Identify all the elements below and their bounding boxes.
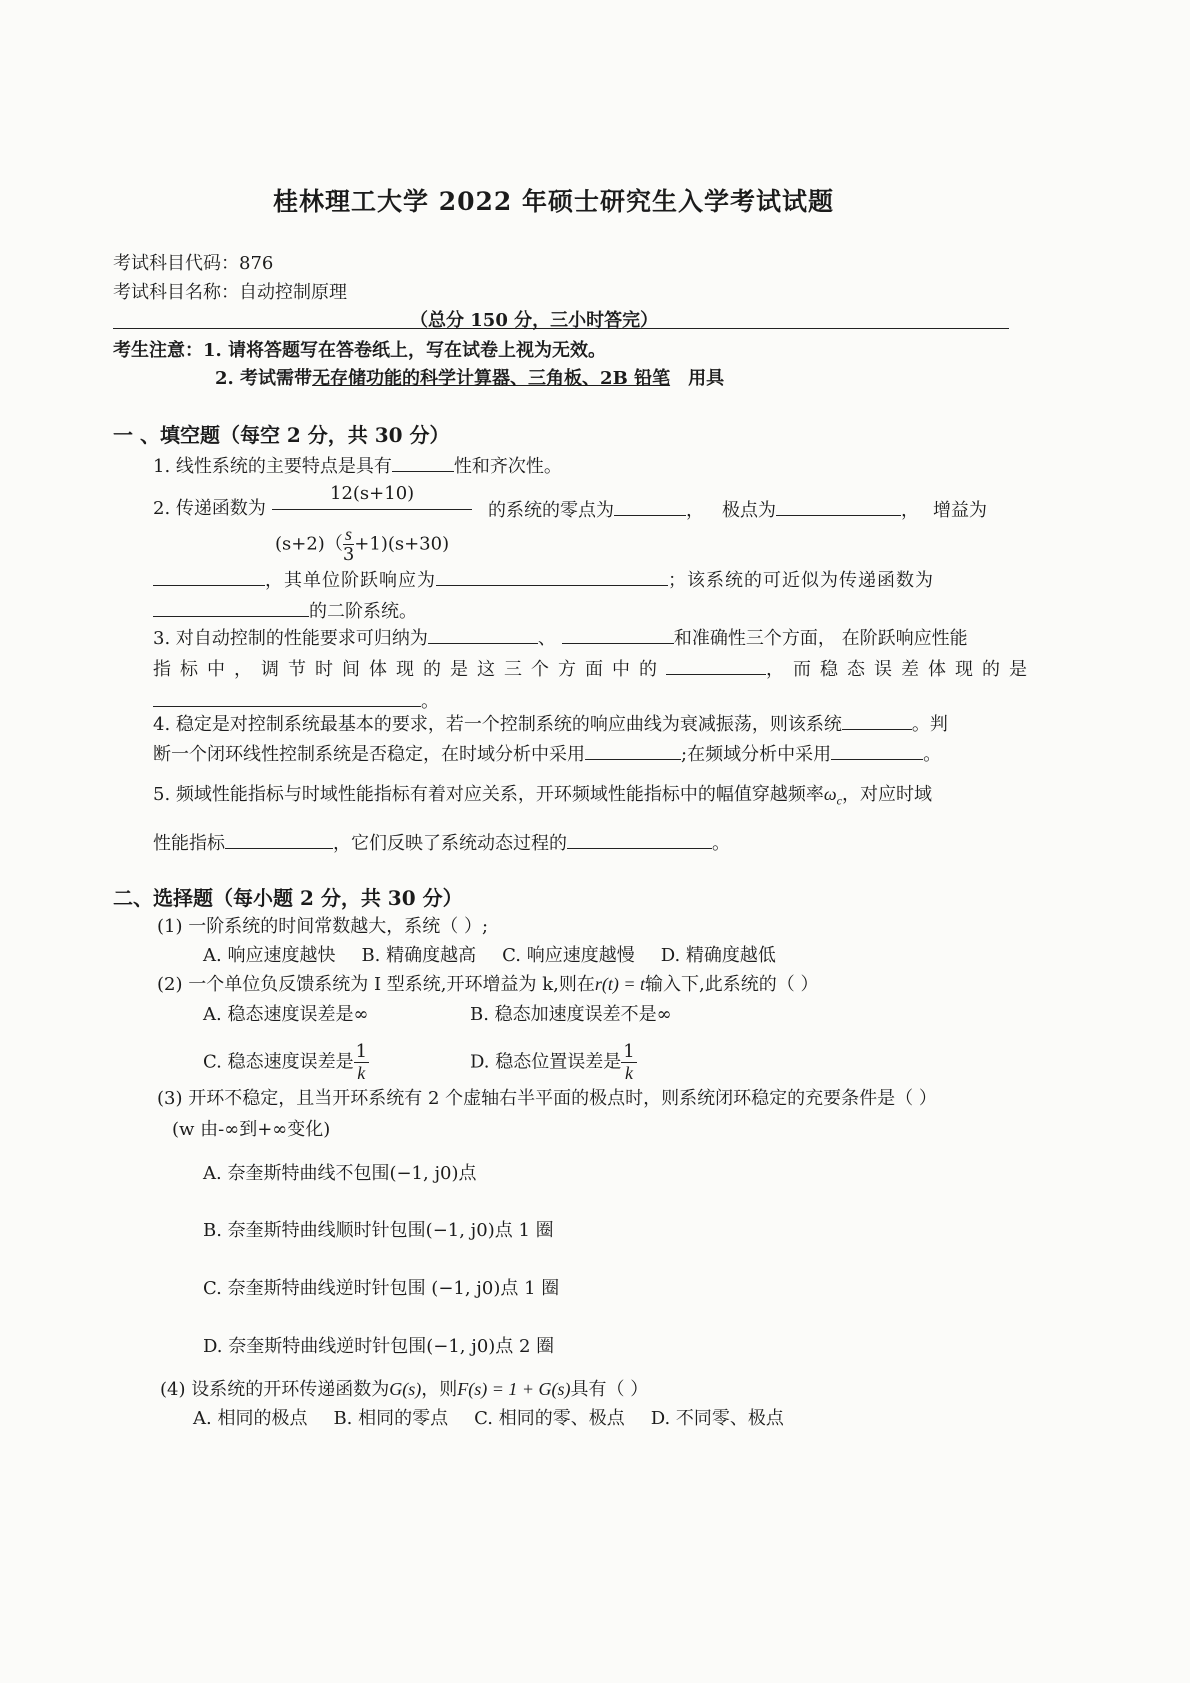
option-b: B. 精确度越高: [361, 945, 477, 966]
q3-text: ，而稳态误差体现的是: [766, 659, 1036, 680]
q4-text: 断一个闭环线性控制系统是否稳定，在时域分析中采用: [153, 744, 585, 765]
q3-text: 3. 对自动控制的性能要求可归纳为: [153, 628, 428, 649]
s2-q3-option-b: B. 奈奎斯特曲线顺时针包围(−1, j0)点 1 圈: [203, 1220, 554, 1241]
g-of-s: G(s): [389, 1379, 422, 1399]
notice-item-1: 1. 请将答题写在答卷纸上，写在试卷上视为无效。: [203, 340, 607, 361]
q4-text: 。判: [911, 714, 948, 735]
s1-q2-line1-rest: [488, 497, 987, 523]
step-response-text: ，其单位阶跃响应为: [265, 570, 436, 591]
s2-q4-options: [193, 1407, 784, 1431]
q4-stem-text: (4) 设系统的开环传递函数为: [160, 1379, 390, 1400]
header-divider: [113, 328, 1009, 329]
s1-q4-line2: [153, 741, 941, 767]
s2-q3-stem2: (w 由-∞到+∞变化): [172, 1119, 331, 1140]
q3-text: 指标中，调节时间体现的是这三个方面中的: [153, 659, 666, 680]
notice-line-1: [113, 339, 606, 363]
f-of-s: F(s) = 1 + G(s): [457, 1379, 571, 1399]
s1-q1-text-end: 性和齐次性。: [453, 456, 562, 477]
answer-blank: [428, 625, 538, 644]
answer-blank: [614, 497, 686, 516]
q2-input-math: r(t) = t: [594, 974, 645, 994]
option-a: A. 相同的极点: [193, 1408, 308, 1429]
notice-item-2-post: 用具: [688, 368, 725, 389]
s1-q2-numerator: 12(s+10): [330, 483, 415, 504]
s2-q1-options: [203, 944, 776, 968]
exam-title: 桂林理工大学 2022 年硕士研究生入学考试试题: [273, 187, 834, 216]
subject-code-value: 876: [239, 253, 274, 274]
answer-blank: [776, 497, 901, 516]
frac-den: 3: [342, 544, 355, 565]
q5-text: 性能指标: [153, 833, 225, 854]
total-score-note: （总分 150 分，三小时答完）: [410, 310, 659, 331]
s2-q3-stem: (3) 开环不稳定，且当开环系统有 2 个虚轴右半平面的极点时，则系统闭环稳定的充要条件是（ ）: [157, 1088, 937, 1109]
s1-q5-line1: [153, 782, 932, 813]
denominator-part: +1)(s+30): [354, 533, 450, 555]
s2-q2-option-d: [470, 1042, 637, 1083]
answer-blank: [567, 830, 712, 849]
section1-heading: 一 、填空题（每空 2 分，共 30 分）: [113, 423, 450, 447]
q3-sep: 、: [537, 628, 556, 649]
answer-blank: [153, 688, 421, 707]
answer-blank: [225, 830, 333, 849]
frac-den: k: [624, 1063, 633, 1083]
subject-code-label: 考试科目代码：: [113, 253, 239, 274]
answer-blank: [153, 598, 309, 617]
frac-num: 1: [355, 1041, 368, 1062]
notice-item-2-tools: 无存储功能的科学计算器、三角板、2B 铅笔: [312, 368, 671, 389]
notice-label: 考生注意：: [113, 340, 203, 361]
q4-text: ;在频域分析中采用: [681, 744, 832, 765]
comma: ，: [686, 500, 704, 521]
s1-q2-denominator: [275, 524, 449, 565]
answer-blank: [153, 567, 265, 586]
s1-q2-line3: [153, 598, 417, 624]
fraction-bar: [272, 509, 472, 510]
omega-subscript: c: [836, 793, 842, 808]
s1-q1-text: 1. 线性系统的主要特点是具有: [153, 456, 392, 477]
s2-q2-option-c: [203, 1042, 369, 1083]
option-a: A. 响应速度越快: [203, 945, 336, 966]
zeros-text: 的系统的零点为: [488, 500, 614, 521]
s2-q1-stem: (1) 一阶系统的时间常数越大，系统（ ）;: [157, 916, 489, 937]
frac-den: k: [357, 1063, 366, 1083]
gain-text: 增益为: [933, 500, 987, 521]
notice-item-2-pre: 2. 考试需带: [215, 368, 313, 389]
answer-blank: [392, 453, 454, 472]
poles-text: 极点为: [722, 500, 776, 521]
subject-code: [113, 252, 273, 276]
subject-name: [113, 281, 347, 305]
s1-q5-line2: [153, 830, 730, 856]
denominator-fraction: [343, 524, 354, 565]
s1-q4-line1: [153, 711, 948, 737]
approx-text: ；该系统的可近似为传递函数为: [668, 570, 934, 591]
q4-end: 。: [923, 744, 942, 765]
frac-num: s: [343, 524, 354, 545]
section2-heading: 二、选择题（每小题 2 分，共 30 分）: [113, 886, 463, 910]
option-b: B. 相同的零点: [333, 1408, 449, 1429]
s2-q3-option-a: A. 奈奎斯特曲线不包围(−1, j0)点: [203, 1163, 477, 1184]
option-c: C. 相同的零、极点: [474, 1408, 625, 1429]
answer-blank: [585, 741, 681, 760]
s1-q3-line2: [153, 656, 1036, 682]
option-c-text: C. 稳态速度误差是: [203, 1051, 354, 1073]
denominator-part: (s+2)（: [275, 533, 343, 555]
comma: ，: [901, 500, 919, 521]
answer-blank: [842, 711, 912, 730]
q5-text: ，对应时域: [841, 784, 932, 805]
s2-q2-option-b: B. 稳态加速度误差不是∞: [470, 1004, 672, 1025]
s2-q4-stem: [160, 1377, 648, 1402]
s2-q2-stem: [157, 972, 818, 997]
notice-line-2: [215, 367, 724, 391]
q2-stem-text: (2) 一个单位负反馈系统为 I 型系统,开环增益为 k,则在: [157, 974, 595, 995]
q4-text: 4. 稳定是对控制系统最基本的要求，若一个控制系统的响应曲线为衰减振荡，则该系统: [153, 714, 842, 735]
option-d: D. 精确度越低: [660, 945, 776, 966]
q3-text: 和准确性三个方面， 在阶跃响应性能: [673, 628, 968, 649]
s2-q3-option-c: C. 奈奎斯特曲线逆时针包围 (−1, j0)点 1 圈: [203, 1278, 560, 1299]
s1-q3-line1: [153, 625, 968, 651]
answer-blank: [831, 741, 923, 760]
subject-name-label: 考试科目名称：: [113, 282, 239, 303]
q4-stem-text: ，则: [421, 1379, 458, 1400]
q5-text: ，它们反映了系统动态过程的: [333, 833, 567, 854]
subject-name-value: 自动控制原理: [239, 282, 347, 303]
q3-end: 。: [421, 691, 439, 712]
option-c: C. 响应速度越慢: [502, 945, 635, 966]
s1-q2-label: 2. 传递函数为: [153, 498, 266, 519]
q5-end: 。: [712, 833, 730, 854]
q5-text: 5. 频域性能指标与时域性能指标有着对应关系，开环频域性能指标中的幅值穿越频率: [153, 784, 824, 805]
second-order-text: 的二阶系统。: [309, 601, 417, 622]
omega-symbol: ω: [823, 784, 837, 804]
answer-blank: [562, 625, 674, 644]
s2-q3-option-d: D. 奈奎斯特曲线逆时针包围(−1, j0)点 2 圈: [203, 1336, 555, 1357]
one-over-k: [354, 1042, 369, 1083]
q4-stem-text: 具有（ ）: [570, 1379, 649, 1400]
frac-num: 1: [623, 1041, 635, 1062]
answer-blank: [436, 567, 668, 586]
s1-q1: [153, 453, 562, 479]
option-d-text: D. 稳态位置误差是: [470, 1051, 622, 1073]
answer-blank: [666, 656, 766, 675]
s1-q2-line2: [153, 567, 934, 593]
option-d: D. 不同零、极点: [650, 1408, 784, 1429]
q2-stem-text: 输入下,此系统的（ ）: [645, 974, 819, 995]
s2-q2-option-a: A. 稳态速度误差是∞: [203, 1004, 369, 1025]
one-over-k: [621, 1042, 636, 1083]
